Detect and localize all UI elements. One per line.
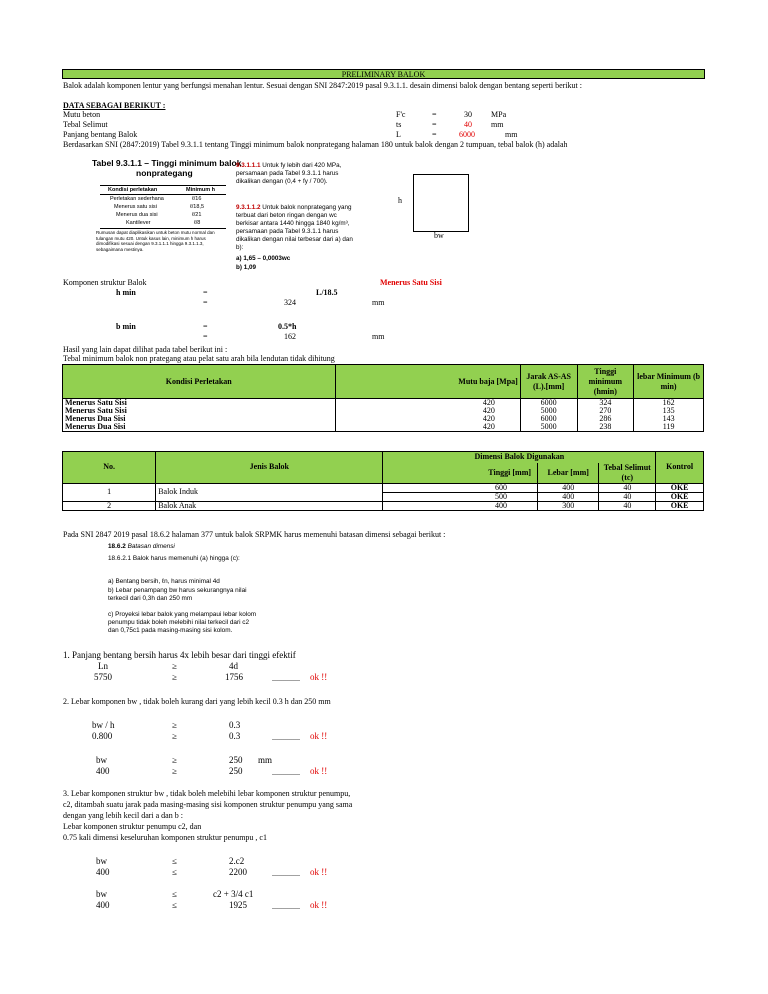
cell-kontrol: OKE: [656, 483, 704, 492]
cell-kondisi: Menerus Dua Sisi: [63, 423, 336, 432]
cell-lebar: 143: [634, 415, 704, 423]
th-tinggi: Tinggi [mm]: [383, 463, 538, 484]
bmin-eq: =: [203, 322, 208, 331]
fig-para-1: [236, 162, 360, 186]
cell-tinggi: 286: [577, 415, 634, 423]
check3-line-4: Lebar komponen struktur penumpu c2, dan: [63, 822, 202, 831]
th-tinggi: Tinggi minimum (hmin): [577, 365, 634, 399]
th-no: No.: [63, 452, 156, 484]
cell-mutu: 420: [335, 423, 520, 432]
cell-lebar: 400: [538, 492, 599, 501]
check2-b-op-2: ≥: [172, 766, 177, 776]
data-symbol: F'c: [396, 110, 406, 119]
cell-lebar: 400: [538, 483, 599, 492]
fig-para-1-head: 9.3.1.1.1: [236, 162, 261, 169]
check1-title: 1. Panjang bentang bersih harus 4x lebih besar dari tinggi efektif: [63, 650, 296, 660]
cell-tinggi: 600: [383, 483, 538, 492]
fig-para-2-text: Untuk balok nonprategang yang terbuat dari beton ringan dengan wc berkisar antara 1440 hingga 1840 kg/m³, persamaan pada Tabel 9.3.1.1 harus dikalikan dengan nilai terbesar dari a) dan b):: [236, 204, 353, 251]
komponen-value: Menerus Satu Sisi: [380, 278, 442, 287]
check1-op-2: ≥: [172, 672, 177, 682]
check1-rhs-value: 1756: [225, 672, 243, 682]
cell-jarak: 5000: [520, 407, 577, 415]
th-jarak: Jarak AS-AS (L).[mm]: [520, 365, 577, 399]
check1-ok: ok !!: [310, 672, 328, 682]
check2-b-unit: mm: [258, 755, 273, 765]
fig-row-value: ℓ/8: [194, 220, 201, 226]
check2-a-rhs: 0.3: [229, 720, 241, 730]
fig-row-label: Perletakan sederhana: [110, 196, 164, 202]
check3-a-dots: ..............: [272, 869, 300, 878]
check2-a-op: ≥: [172, 720, 177, 730]
fig-row-label: Menerus dua sisi: [116, 212, 158, 218]
data-eq: =: [432, 130, 437, 139]
check2-b-ok: ok !!: [310, 766, 328, 776]
cell-no: 2: [63, 501, 156, 510]
hmin-unit: mm: [372, 298, 385, 307]
th-kontrol: Kontrol: [656, 452, 704, 484]
cell-mutu: 420: [335, 399, 520, 408]
cell-tinggi: 270: [577, 407, 634, 415]
fig-para-1-text: Untuk fy lebih dari 420 MPa, persamaan pada Tabel 9.3.1.1 harus dikalikan dengan (0,4 + fy / 700).: [236, 162, 342, 185]
cell-lebar: 119: [634, 423, 704, 432]
hmin-eq: =: [203, 288, 208, 297]
check3-a-value: 400: [96, 867, 110, 877]
bmin-formula: 0.5*h: [278, 322, 297, 331]
data-unit: MPa: [491, 110, 507, 119]
cell-tebal: 40: [599, 501, 656, 510]
check3-b-dots: ..............: [272, 902, 300, 911]
fig-row-label: Menerus satu sisi: [114, 204, 157, 210]
sni-note: Berdasarkan SNI (2847:2019) Tabel 9.3.1.1 tentang Tinggi minimum balok nonprategang halaman 180 untuk balok dengan 2 tumpuan, tebal balok (h) adalah: [63, 140, 568, 149]
cell-jarak: 6000: [520, 399, 577, 408]
fig2-head-number: 18.6.2: [108, 543, 126, 550]
th-mutu: Mutu baja [Mpa]: [335, 365, 520, 399]
data-unit: mm: [491, 120, 504, 129]
check2-b-rhs-2: 250: [229, 766, 243, 776]
table-row: [63, 423, 704, 432]
fig-footnote: Rumusan dapat diaplikasikan untuk beton mutu normal dan tulangan mutu 420. Untuk kasus lain, minimum h harus dimodifikasi sesuai dengan 9.3.1.1.1 hingga 9.3.1.1.3, sebagaimana mestinya.: [96, 230, 215, 252]
check1-op: ≥: [172, 661, 177, 671]
hmin-label: h min: [116, 288, 136, 297]
cell-jenis: Balok Anak: [156, 501, 383, 510]
fig-title-2: nonprategang: [136, 168, 193, 178]
check3-b-label: bw: [96, 889, 107, 899]
check2-b-rhs: 250: [229, 755, 243, 765]
cell-lebar: 135: [634, 407, 704, 415]
cell-mutu: 420: [335, 415, 520, 423]
check3-a-rhs-2: 2200: [229, 867, 247, 877]
check3-b-rhs: c2 + 3/4 c1: [213, 889, 254, 899]
cell-tinggi: 500: [383, 492, 538, 501]
check3-b-op: ≤: [172, 889, 177, 899]
fig-mini-table: [100, 185, 226, 229]
data-label: Mutu beton: [63, 110, 101, 119]
check3-a-op: ≤: [172, 856, 177, 866]
fig2-item-c: c) Proyeksi lebar balok yang melampaui lebar kolom penumpu tidak boleh melebihi nilai terkecil dari c2 dan 0,75c1 pada masing-masing sisi kolom.: [108, 611, 257, 634]
data-label: Tebal Selimut: [63, 120, 108, 129]
check3-a-op-2: ≤: [172, 867, 177, 877]
bmin-value: 162: [284, 332, 296, 341]
cell-kontrol: OKE: [656, 501, 704, 510]
check1-lhs-value: 5750: [94, 672, 112, 682]
fig-row-label: Kantilever: [126, 220, 151, 226]
data-symbol: ts: [396, 120, 402, 129]
cell-lebar: 300: [538, 501, 599, 510]
section-bw-label: bw: [434, 231, 444, 240]
check3-line-3: dengan yang lebih kecil dari a dan b :: [63, 811, 183, 820]
data-value: 30: [464, 110, 472, 119]
komponen-label: Komponen struktur Balok: [63, 278, 147, 287]
check2-b-dots: ..............: [272, 768, 300, 777]
cell-tinggi: 324: [577, 399, 634, 408]
table-row: [63, 501, 704, 510]
data-heading: DATA SEBAGAI BERIKUT :: [63, 101, 166, 110]
intro-text: Balok adalah komponen lentur yang berfungsi menahan lentur. Sesuai dengan SNI 2847:2019 pasal 9.3.1.1. desain dimensi balok dengan bentang seperti berikut :: [63, 81, 582, 90]
fig2-item-a: a) Bentang bersih, ℓn, harus minimal 4d: [108, 578, 220, 585]
hmin-value: 324: [284, 298, 296, 307]
check2-b-value: 400: [96, 766, 110, 776]
table-header: [63, 365, 704, 399]
sni-18-6-2-figure: [92, 543, 267, 643]
check3-line-2: c2, ditambah suatu jarak pada masing-masing sisi komponen struktur penumpu yang sama: [63, 800, 353, 809]
cell-jenis: Balok Induk: [156, 483, 383, 501]
fig-para-2-head: 9.3.1.1.2: [236, 204, 261, 211]
data-symbol: L: [396, 130, 401, 139]
cell-kondisi: Menerus Satu Sisi: [63, 399, 336, 408]
check2-title: 2. Lebar komponen bw , tidak boleh kurang dari yang lebih kecil 0.3 h dan 250 mm: [63, 697, 331, 706]
data-eq: =: [432, 110, 437, 119]
fig-option-a: a) 1,65 – 0,0003wc: [236, 255, 291, 262]
hasil-line-2: Tebal minimum balok non prategang atau pelat satu arah bila lendutan tidak dihitung: [63, 354, 335, 363]
fig-row-value: ℓ/16: [192, 196, 202, 202]
cell-kondisi: Menerus Satu Sisi: [63, 407, 336, 415]
cell-kontrol: OKE: [656, 492, 704, 501]
check2-b-op: ≥: [172, 755, 177, 765]
check1-rhs-label: 4d: [229, 661, 238, 671]
check2-a-dots: ..............: [272, 733, 300, 742]
cell-kondisi: Menerus Dua Sisi: [63, 415, 336, 423]
data-label: Panjang bentang Balok: [63, 130, 138, 139]
check3-a-ok: ok !!: [310, 867, 328, 877]
min-thickness-table: [62, 364, 704, 432]
hasil-line-1: Hasil yang lain dapat dilihat pada tabel berikut ini :: [63, 345, 228, 354]
check3-b-rhs-2: 1925: [229, 900, 247, 910]
cell-tebal: 40: [599, 483, 656, 492]
check3-b-op-2: ≤: [172, 900, 177, 910]
check1-dots: ..............: [272, 674, 300, 683]
check3-line-1: 3. Lebar komponen struktur bw , tidak boleh melebihi lebar komponen struktur penumpu,: [63, 789, 351, 798]
check2-b-label: bw: [96, 755, 107, 765]
check2-a-ok: ok !!: [310, 731, 328, 741]
data-value: 40: [464, 120, 472, 129]
cell-jarak: 6000: [520, 415, 577, 423]
hmin-formula: L/18.5: [316, 288, 338, 297]
sni-table-figure: [92, 158, 462, 276]
th-dimensi-group: Dimensi Balok Digunakan: [383, 452, 656, 463]
beam-section-sketch: [413, 174, 469, 232]
data-unit: mm: [505, 130, 518, 139]
check3-b-ok: ok !!: [310, 900, 328, 910]
check2-a-label: bw / h: [92, 720, 115, 730]
cell-jarak: 5000: [520, 423, 577, 432]
cell-tebal: 40: [599, 492, 656, 501]
cell-tinggi: 400: [383, 501, 538, 510]
beam-dimension-table: [62, 451, 704, 511]
th-tebal: Tebal Selimut (tc): [599, 463, 656, 484]
bmin-label: b min: [116, 322, 136, 331]
th-lebar: Lebar [mm]: [538, 463, 599, 484]
check3-line-5: 0.75 kali dimensi keseluruhan komponen struktur penumpu , c1: [63, 833, 267, 842]
fig-para-2: [236, 204, 360, 252]
th-lebar: lebar Minimum (b min): [634, 365, 704, 399]
data-eq: =: [432, 120, 437, 129]
fig-title: Tabel 9.3.1.1 – Tinggi minimum balok: [92, 158, 242, 168]
check3-a-rhs: 2.c2: [229, 856, 245, 866]
section-h-label: h: [398, 196, 402, 205]
th-kondisi: Kondisi Perletakan: [63, 365, 336, 399]
cell-lebar: 162: [634, 399, 704, 408]
page-title: PRELIMINARY BALOK: [62, 69, 705, 79]
cell-mutu: 420: [335, 407, 520, 415]
th-jenis: Jenis Balok: [156, 452, 383, 484]
bmin-eq-2: =: [203, 332, 208, 341]
fig-option-b: b) 1,09: [236, 264, 256, 271]
table-header: [63, 452, 704, 463]
fig2-item-b: b) Lebar penampang bw harus sekurangnya nilai terkecil dari 0,3h dan 250 mm: [108, 587, 247, 602]
fig-col-1: Kondisi perletakan: [108, 187, 158, 193]
check2-a-rhs-2: 0.3: [229, 731, 241, 741]
hmin-eq-2: =: [203, 298, 208, 307]
data-value: 6000: [459, 130, 475, 139]
fig-col-2: Minimum h: [186, 187, 216, 193]
fig2-head-title: Batasan dimensi: [127, 543, 175, 550]
fig2-heading: [108, 543, 175, 550]
check3-b-value: 400: [96, 900, 110, 910]
fig2-line-1: 18.6.2.1 Balok harus memenuhi (a) hingga (c):: [108, 555, 240, 562]
check2-a-value: 0.800: [92, 731, 113, 741]
bmin-unit: mm: [372, 332, 385, 341]
cell-no: 1: [63, 483, 156, 501]
fig-row-value: ℓ/21: [192, 212, 202, 218]
cell-tinggi: 238: [577, 423, 634, 432]
table-row: [63, 483, 704, 492]
fig-row-value: ℓ/18,5: [190, 204, 205, 210]
check2-a-op-2: ≥: [172, 731, 177, 741]
check1-lhs-label: Ln: [98, 661, 108, 671]
check3-a-label: bw: [96, 856, 107, 866]
srpmk-note: Pada SNI 2847 2019 pasal 18.6.2 halaman 377 untuk balok SRPMK harus memenuhi batasan dimensi sebagai berikut :: [63, 530, 446, 539]
